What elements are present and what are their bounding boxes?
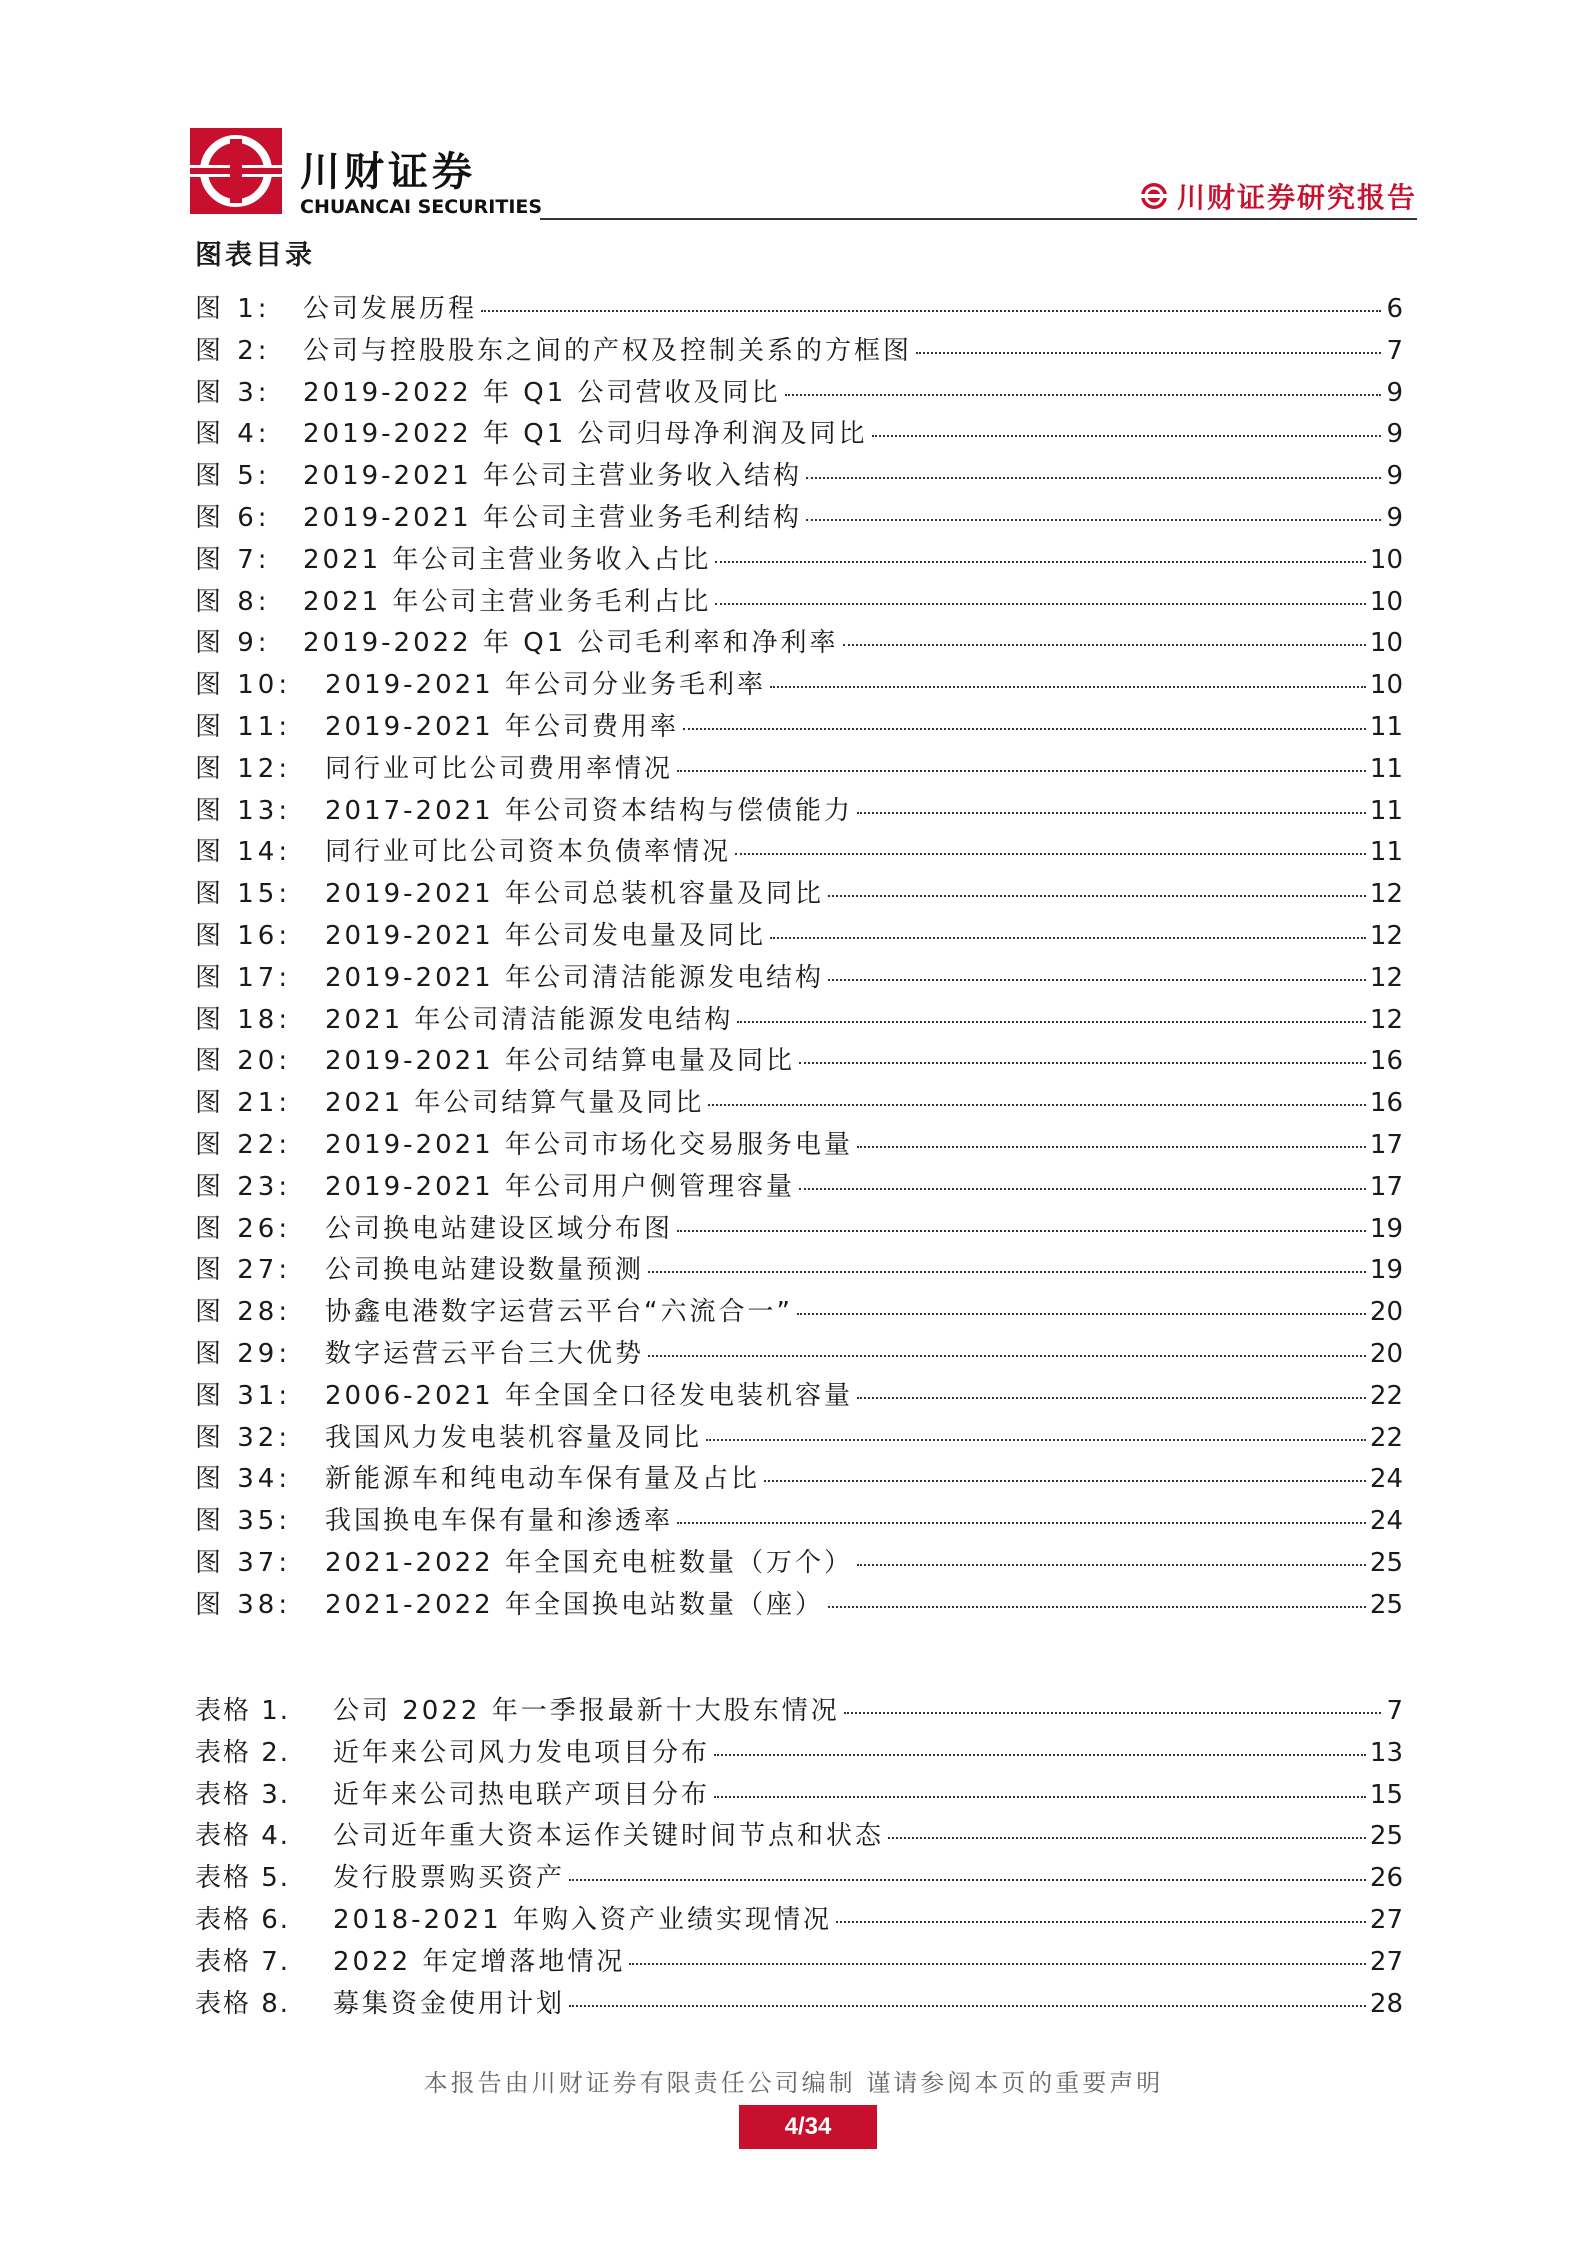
- toc-dot-leader: [708, 1104, 1365, 1106]
- toc-entry-page: 27: [1369, 1946, 1403, 1977]
- toc-dot-leader: [735, 853, 1366, 855]
- toc-entry-label: 表格 8.: [195, 1988, 291, 2019]
- toc-entry-label: 表格 3.: [195, 1779, 291, 1810]
- toc-entry[interactable]: [195, 1040, 1403, 1082]
- toc-dot-leader: [799, 1062, 1366, 1064]
- toc-entry[interactable]: [195, 706, 1403, 748]
- toc-entry-label: 图 34:: [195, 1464, 292, 1495]
- toc-entry-title: 2021-2022 年全国充电桩数量（万个）: [325, 1547, 853, 1578]
- toc-entry[interactable]: [195, 1774, 1403, 1816]
- toc-entry-page: 11: [1369, 795, 1403, 826]
- toc-entry-label: 图 11:: [195, 711, 292, 742]
- toc-dot-leader: [715, 603, 1365, 605]
- toc-dot-leader: [916, 352, 1381, 354]
- toc-entry-title: 2021 年公司结算气量及同比: [325, 1088, 705, 1119]
- toc-entry-page: 16: [1369, 1088, 1403, 1119]
- toc-entry[interactable]: [195, 1542, 1403, 1584]
- toc-dot-leader: [629, 1963, 1365, 1965]
- toc-entry-label: 图 37:: [195, 1547, 292, 1578]
- toc-entry[interactable]: [195, 1291, 1403, 1333]
- toc-entry-page: 12: [1369, 962, 1403, 993]
- toc-entry-title: 公司 2022 年一季报最新十大股东情况: [333, 1696, 840, 1726]
- toc-entry-label: 图 32:: [195, 1422, 292, 1453]
- toc-entry[interactable]: [195, 622, 1403, 664]
- toc-dot-leader: [706, 1439, 1366, 1441]
- toc-entry-title: 2006-2021 年全国全口径发电装机容量: [325, 1380, 853, 1411]
- toc-entry[interactable]: [195, 957, 1403, 999]
- toc-entry-label: 图 35:: [195, 1506, 292, 1537]
- toc-entry[interactable]: [195, 1941, 1403, 1983]
- toc-entry-label: 图 7:: [195, 544, 271, 575]
- toc-entry-title: 公司与控股股东之间的产权及控制关系的方框图: [303, 335, 913, 366]
- toc-entry-title: 2019-2021 年公司用户侧管理容量: [325, 1171, 795, 1202]
- toc-dot-leader: [648, 1271, 1366, 1273]
- toc-entry-title: 协鑫电港数字运营云平台“六流合一”: [325, 1297, 793, 1328]
- toc-entry-title: 我国换电车保有量和渗透率: [325, 1506, 674, 1537]
- toc-entry-label: 图 14:: [195, 837, 292, 868]
- report-tag-text: 川财证券研究报告: [1176, 181, 1417, 214]
- toc-entry-label: 图 20:: [195, 1046, 292, 1077]
- toc-entry[interactable]: [195, 372, 1403, 414]
- toc-entry-label: 图 3:: [195, 377, 271, 408]
- company-logo: [190, 128, 282, 214]
- toc-entry-label: 图 13:: [195, 795, 292, 826]
- toc-entry[interactable]: [195, 790, 1403, 832]
- toc-entry-title: 近年来公司风力发电项目分布: [333, 1737, 711, 1768]
- toc-entry-title: 公司换电站建设区域分布图: [325, 1213, 674, 1244]
- toc-dot-leader: [481, 310, 1381, 312]
- toc-entry[interactable]: [195, 915, 1403, 957]
- toc-entry-label: 图 17:: [195, 962, 292, 993]
- toc-entry-label: 图 8:: [195, 586, 271, 617]
- toc-entry-page: 28: [1369, 1988, 1403, 2019]
- toc-entry[interactable]: [195, 831, 1403, 873]
- toc-entry-title: 2019-2021 年公司分业务毛利率: [325, 670, 766, 701]
- toc-entry-page: 11: [1369, 837, 1403, 868]
- toc-entry-label: 表格 7.: [195, 1946, 291, 1977]
- toc-entry-page: 10: [1369, 586, 1403, 617]
- toc-entry-page: 7: [1386, 335, 1403, 366]
- toc-entry-title: 公司发展历程: [303, 294, 478, 324]
- toc-entry-label: 图 10:: [195, 670, 292, 701]
- toc-entry[interactable]: [195, 1166, 1403, 1208]
- toc-entry-page: 9: [1386, 377, 1403, 408]
- toc-entry[interactable]: [195, 1899, 1403, 1941]
- toc-entry-label: 图 31:: [195, 1380, 292, 1411]
- toc-title: 图表目录: [195, 240, 315, 271]
- toc-dot-leader: [836, 1921, 1366, 1923]
- toc-entry-label: 图 23:: [195, 1171, 292, 1202]
- toc-entry-page: 20: [1369, 1338, 1403, 1369]
- toc-entry-page: 26: [1369, 1863, 1403, 1894]
- toc-dot-leader: [806, 519, 1381, 521]
- toc-dot-leader: [569, 1879, 1366, 1881]
- toc-entry[interactable]: [195, 1857, 1403, 1899]
- toc-dot-leader: [857, 1397, 1366, 1399]
- toc-entry-page: 24: [1369, 1464, 1403, 1495]
- toc-entry-label: 图 5:: [195, 461, 271, 492]
- toc-entry[interactable]: [195, 664, 1403, 706]
- toc-entry-title: 公司换电站建设数量预测: [325, 1255, 645, 1286]
- toc-dot-leader: [764, 1480, 1366, 1482]
- toc-entry-title: 2019-2022 年 Q1 公司归母净利润及同比: [303, 419, 868, 450]
- toc-entry-label: 图 1:: [195, 294, 271, 324]
- toc-dot-leader: [797, 1313, 1366, 1315]
- toc-entry-label: 图 18:: [195, 1004, 292, 1035]
- toc-entry[interactable]: [195, 1732, 1403, 1774]
- toc-dot-leader: [857, 1146, 1366, 1148]
- toc-entry-label: 图 6:: [195, 502, 271, 533]
- toc-entry-page: 24: [1369, 1506, 1403, 1537]
- toc-entry-label: 表格 5.: [195, 1863, 291, 1894]
- toc-dot-leader: [683, 728, 1366, 730]
- toc-entry[interactable]: [195, 873, 1403, 915]
- toc-entry-title: 同行业可比公司费用率情况: [325, 753, 674, 784]
- toc-entry-title: 2018-2021 年购入资产业绩实现情况: [333, 1904, 832, 1935]
- toc-entry-title: 2019-2021 年公司发电量及同比: [325, 920, 766, 951]
- toc-entry-page: 16: [1369, 1046, 1403, 1077]
- toc-entry-title: 2022 年定增落地情况: [333, 1946, 626, 1977]
- toc-dot-leader: [828, 979, 1366, 981]
- toc-entry-title: 新能源车和纯电动车保有量及占比: [325, 1464, 761, 1495]
- toc-entry[interactable]: [195, 1584, 1403, 1626]
- toc-entry-title: 2019-2021 年公司清洁能源发电结构: [325, 962, 824, 993]
- toc-entry-title: 2019-2021 年公司总装机容量及同比: [325, 879, 824, 910]
- toc-dot-leader: [770, 686, 1366, 688]
- toc-entry[interactable]: [195, 330, 1403, 372]
- toc-dot-leader: [677, 770, 1366, 772]
- toc-entry-label: 图 21:: [195, 1088, 292, 1119]
- toc-dot-leader: [785, 394, 1381, 396]
- toc-entry-title: 2019-2022 年 Q1 公司营收及同比: [303, 377, 781, 408]
- header-divider: [540, 218, 1417, 220]
- toc-dot-leader: [828, 1606, 1366, 1608]
- toc-entry-page: 25: [1369, 1547, 1403, 1578]
- toc-entry-page: 10: [1369, 670, 1403, 701]
- toc-entry-page: 20: [1369, 1297, 1403, 1328]
- toc-entry[interactable]: [195, 1082, 1403, 1124]
- toc-entry[interactable]: [195, 1500, 1403, 1542]
- toc-entry-page: 9: [1386, 461, 1403, 492]
- toc-entry-page: 25: [1369, 1821, 1403, 1852]
- toc-entry[interactable]: [195, 999, 1403, 1041]
- toc-entry-title: 2021 年公司主营业务毛利占比: [303, 586, 712, 617]
- toc-entry-title: 2019-2022 年 Q1 公司毛利率和净利率: [303, 628, 839, 659]
- toc-entry-title: 我国风力发电装机容量及同比: [325, 1422, 703, 1453]
- toc-entry-page: 25: [1369, 1589, 1403, 1620]
- toc-dot-leader: [677, 1522, 1366, 1524]
- toc-entry-label: 图 4:: [195, 419, 271, 450]
- toc-entry[interactable]: [195, 748, 1403, 790]
- toc-entry-title: 2019-2021 年公司市场化交易服务电量: [325, 1129, 853, 1160]
- toc-dot-leader: [857, 1564, 1366, 1566]
- toc-dot-leader: [714, 1754, 1366, 1756]
- toc-dot-leader: [857, 812, 1366, 814]
- toc-entry[interactable]: [195, 1815, 1403, 1857]
- toc-entry-title: 公司近年重大资本运作关键时间节点和状态: [333, 1821, 885, 1852]
- toc-entry-page: 11: [1369, 753, 1403, 784]
- toc-entry-page: 17: [1369, 1171, 1403, 1202]
- toc-entry-page: 10: [1369, 628, 1403, 659]
- figure-list: [195, 288, 1403, 1626]
- page-indicator: 4/34: [739, 2105, 877, 2149]
- toc-entry-label: 表格 6.: [195, 1904, 291, 1935]
- toc-entry[interactable]: [195, 1417, 1403, 1459]
- toc-entry-page: 9: [1386, 419, 1403, 450]
- toc-entry-page: 19: [1369, 1213, 1403, 1244]
- toc-dot-leader: [715, 561, 1365, 563]
- toc-entry[interactable]: [195, 497, 1403, 539]
- toc-dot-leader: [806, 477, 1381, 479]
- toc-entry-title: 2021 年公司主营业务收入占比: [303, 544, 712, 575]
- toc-dot-leader: [828, 895, 1366, 897]
- toc-entry-page: 22: [1369, 1380, 1403, 1411]
- toc-entry[interactable]: [195, 288, 1403, 330]
- toc-entry-page: 10: [1369, 544, 1403, 575]
- toc-dot-leader: [677, 1230, 1366, 1232]
- toc-entry-page: 12: [1369, 1004, 1403, 1035]
- toc-entry-page: 7: [1386, 1696, 1403, 1726]
- toc-entry[interactable]: [195, 1333, 1403, 1375]
- toc-entry-label: 图 22:: [195, 1129, 292, 1160]
- toc-dot-leader: [648, 1355, 1366, 1357]
- toc-entry[interactable]: [195, 413, 1403, 455]
- toc-entry-page: 27: [1369, 1904, 1403, 1935]
- toc-entry-title: 发行股票购买资产: [333, 1863, 566, 1894]
- logo-emblem-icon: [190, 128, 282, 214]
- toc-entry-page: 17: [1369, 1129, 1403, 1160]
- toc-dot-leader: [714, 1796, 1366, 1798]
- toc-entry-title: 2019-2021 年公司费用率: [325, 711, 679, 742]
- toc-entry-label: 图 28:: [195, 1297, 292, 1328]
- small-logo-icon: [1139, 181, 1169, 211]
- toc-entry-page: 12: [1369, 879, 1403, 910]
- toc-entry-label: 图 26:: [195, 1213, 292, 1244]
- toc-entry-page: 9: [1386, 502, 1403, 533]
- toc-entry[interactable]: [195, 1208, 1403, 1250]
- toc-entry[interactable]: [195, 539, 1403, 581]
- toc-entry-label: 图 15:: [195, 879, 292, 910]
- toc-entry-title: 近年来公司热电联产项目分布: [333, 1779, 711, 1810]
- toc-entry[interactable]: [195, 1124, 1403, 1166]
- toc-entry-title: 2019-2021 年公司主营业务收入结构: [303, 461, 802, 492]
- toc-entry-title: 数字运营云平台三大优势: [325, 1338, 645, 1369]
- toc-entry[interactable]: [195, 1690, 1403, 1732]
- toc-entry-title: 2019-2021 年公司主营业务毛利结构: [303, 502, 802, 533]
- toc-entry-page: 12: [1369, 920, 1403, 951]
- toc-entry-label: 图 27:: [195, 1255, 292, 1286]
- toc-entry-page: 22: [1369, 1422, 1403, 1453]
- toc-entry-label: 图 29:: [195, 1338, 292, 1369]
- toc-entry-label: 图 9:: [195, 628, 271, 659]
- toc-entry-title: 2021 年公司清洁能源发电结构: [325, 1004, 734, 1035]
- toc-entry-page: 13: [1369, 1737, 1403, 1768]
- toc-dot-leader: [737, 1021, 1365, 1023]
- brand-name-cn: 川财证券: [300, 149, 476, 195]
- toc-entry-label: 表格 2.: [195, 1737, 291, 1768]
- table-list: [195, 1690, 1403, 2024]
- report-tag: [1139, 176, 1417, 216]
- toc-entry-page: 19: [1369, 1255, 1403, 1286]
- brand-name-en: CHUANCAI SECURITIES: [300, 196, 543, 218]
- toc-entry-page: 15: [1369, 1779, 1403, 1810]
- toc-dot-leader: [569, 2005, 1366, 2007]
- toc-entry-label: 表格 4.: [195, 1821, 291, 1852]
- toc-dot-leader: [844, 1712, 1381, 1714]
- toc-entry-title: 募集资金使用计划: [333, 1988, 566, 2019]
- toc-entry[interactable]: [195, 1249, 1403, 1291]
- toc-entry[interactable]: [195, 581, 1403, 623]
- footer-disclaimer: 本报告由川财证券有限责任公司编制 谨请参阅本页的重要声明: [423, 2069, 1164, 2097]
- toc-entry-title: 2019-2021 年公司结算电量及同比: [325, 1046, 795, 1077]
- toc-entry-label: 表格 1.: [195, 1696, 291, 1726]
- toc-dot-leader: [843, 644, 1366, 646]
- toc-entry-label: 图 2:: [195, 335, 271, 366]
- toc-entry[interactable]: [195, 1458, 1403, 1500]
- toc-entry-label: 图 12:: [195, 753, 292, 784]
- toc-entry[interactable]: [195, 1375, 1403, 1417]
- toc-entry[interactable]: [195, 455, 1403, 497]
- toc-entry-page: 11: [1369, 711, 1403, 742]
- toc-entry-title: 同行业可比公司资本负债率情况: [325, 837, 732, 868]
- toc-dot-leader: [799, 1188, 1366, 1190]
- toc-entry[interactable]: [195, 1983, 1403, 2025]
- toc-entry-label: 图 38:: [195, 1589, 292, 1620]
- toc-entry-title: 2021-2022 年全国换电站数量（座）: [325, 1589, 824, 1620]
- toc-entry-label: 图 16:: [195, 920, 292, 951]
- toc-dot-leader: [872, 435, 1381, 437]
- toc-dot-leader: [770, 937, 1366, 939]
- toc-entry-title: 2017-2021 年公司资本结构与偿债能力: [325, 795, 853, 826]
- toc-entry-page: 6: [1386, 294, 1403, 324]
- toc-dot-leader: [888, 1837, 1366, 1839]
